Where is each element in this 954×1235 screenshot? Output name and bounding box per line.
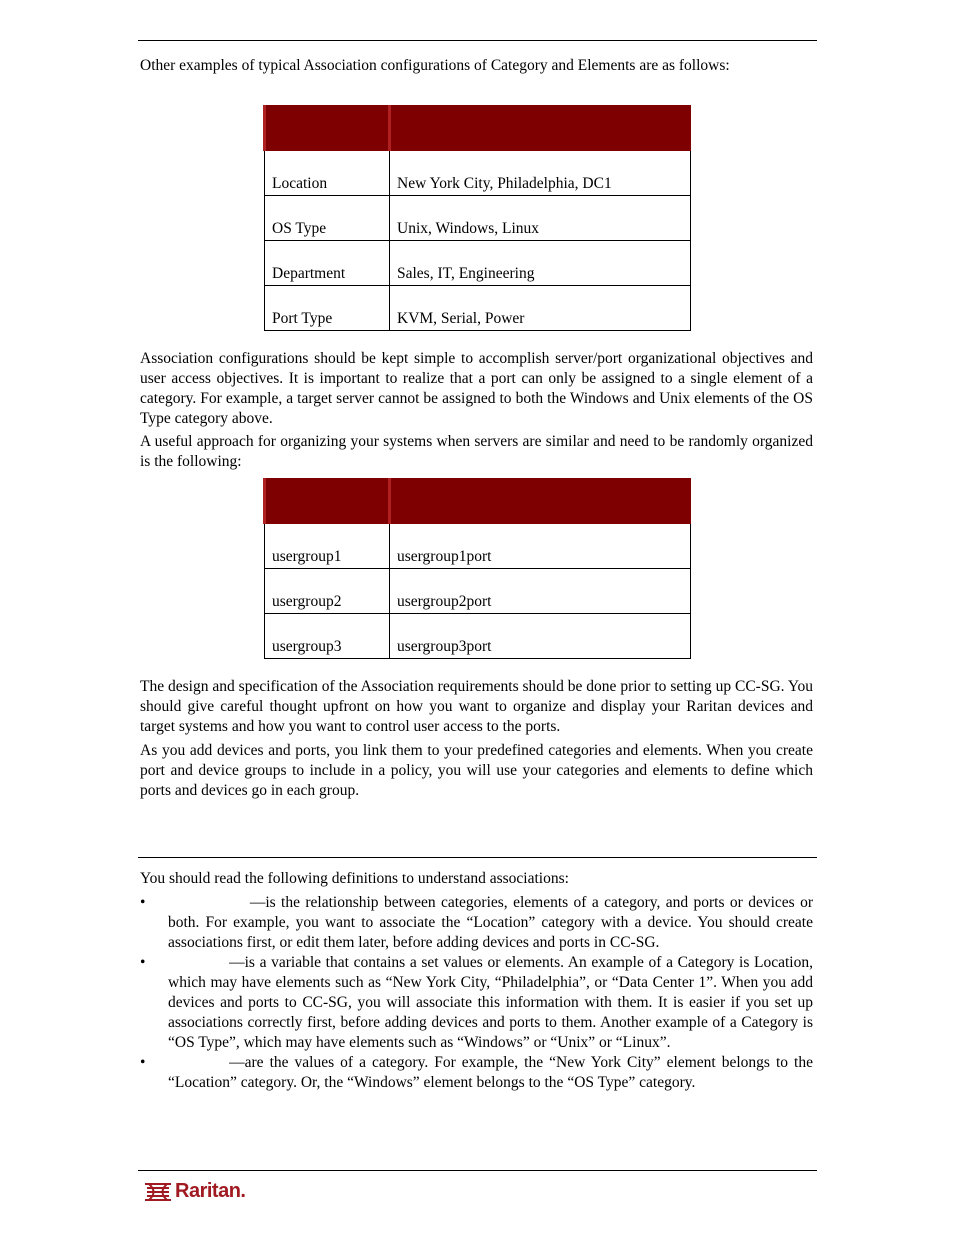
category-cell: OS Type [265, 196, 390, 241]
table-header-elements [390, 479, 691, 524]
table-header-row [265, 479, 691, 524]
table-header-category [265, 106, 390, 151]
definition-term: Category [168, 954, 230, 971]
list-item [140, 953, 813, 1053]
list-item [140, 1053, 813, 1093]
paragraph-simple-configs: Association configurations should be kept simple to accomplish server/port organizational objectives and user access objectives. It is important to realize that a port can only be assigned to a single element of a category. For example, a target server cannot be assigned to both the Windows and Unix elements of the OS Type category above. [140, 350, 813, 427]
bullet-icon: • [140, 1054, 146, 1071]
usergroup-table [263, 478, 691, 659]
definition-term: Associations [168, 894, 250, 911]
category-cell: usergroup1 [265, 524, 390, 569]
raritan-logo [143, 1180, 245, 1202]
elements-cell: usergroup1port [390, 524, 691, 569]
table-header-category [265, 479, 390, 524]
bullet-icon: • [140, 894, 146, 911]
paragraph-useful-approach: A useful approach for organizing your systems when servers are similar and need to be randomly organized is the following: [140, 433, 813, 470]
elements-cell: Sales, IT, Engineering [390, 241, 691, 286]
definition-term: Elements [168, 1054, 230, 1071]
elements-cell: New York City, Philadelphia, DC1 [390, 151, 691, 196]
definition-text: —is a variable that contains a set values or elements. An example of a Category is Location, which may have elements such as “New York City, “Philadelphia”, or “Data Center 1”. When you add devices and ports to CC-SG, you will associate this information with them. It is easier if you set up associations correctly first, before adding devices and ports to them. Another example of a Category is “OS Type”, which may have elements such as “Windows” or “Unix” or “Linux”. [168, 954, 813, 1051]
paragraph-design-spec: The design and specification of the Association requirements should be done prior to setting up CC-SG. You should give careful thought upfront on how you want to organize and display your Raritan devices and target systems and how you want to control user access to the ports. [140, 678, 813, 735]
definition-text: —is the relationship between categories, elements of a category, and ports or devices or both. For example, you want to associate the “Location” category with a device. You should create associations first, or edit them later, before adding devices and ports in CC-SG. [168, 894, 813, 951]
category-elements-table [263, 105, 691, 331]
section-rule [138, 857, 817, 858]
category-cell: Department [265, 241, 390, 286]
definitions-intro: You should read the following definitions to understand associations: [140, 870, 569, 887]
header-rule [138, 40, 817, 41]
paragraph-add-devices: As you add devices and ports, you link them to your predefined categories and elements. When you create port and device groups to include in a policy, you will use your categories and elements to define which ports and devices go in each group. [140, 742, 813, 799]
list-item [140, 893, 813, 953]
table-row [265, 196, 691, 241]
definition-text: —are the values of a category. For example, the “New York City” element belongs to the “Location” category. Or, the “Windows” element belongs to the “OS Type” category. [168, 1054, 813, 1091]
elements-cell: Unix, Windows, Linux [390, 196, 691, 241]
table-row [265, 151, 691, 196]
bullet-icon: • [140, 954, 146, 971]
table-header-row [265, 106, 691, 151]
category-cell: Location [265, 151, 390, 196]
table-row [265, 569, 691, 614]
table-row [265, 286, 691, 331]
footer-rule [138, 1170, 817, 1171]
definitions-list [140, 893, 813, 1093]
intro-text: Other examples of typical Association configurations of Category and Elements are as follows: [140, 57, 730, 74]
table-header-elements [390, 106, 691, 151]
elements-cell: usergroup3port [390, 614, 691, 659]
table-row [265, 241, 691, 286]
raritan-logo-icon [143, 1181, 173, 1201]
category-cell: usergroup3 [265, 614, 390, 659]
elements-cell: KVM, Serial, Power [390, 286, 691, 331]
table-row [265, 524, 691, 569]
elements-cell: usergroup2port [390, 569, 691, 614]
category-cell: usergroup2 [265, 569, 390, 614]
category-cell: Port Type [265, 286, 390, 331]
logo-text: Raritan. [175, 1179, 246, 1202]
table-row [265, 614, 691, 659]
